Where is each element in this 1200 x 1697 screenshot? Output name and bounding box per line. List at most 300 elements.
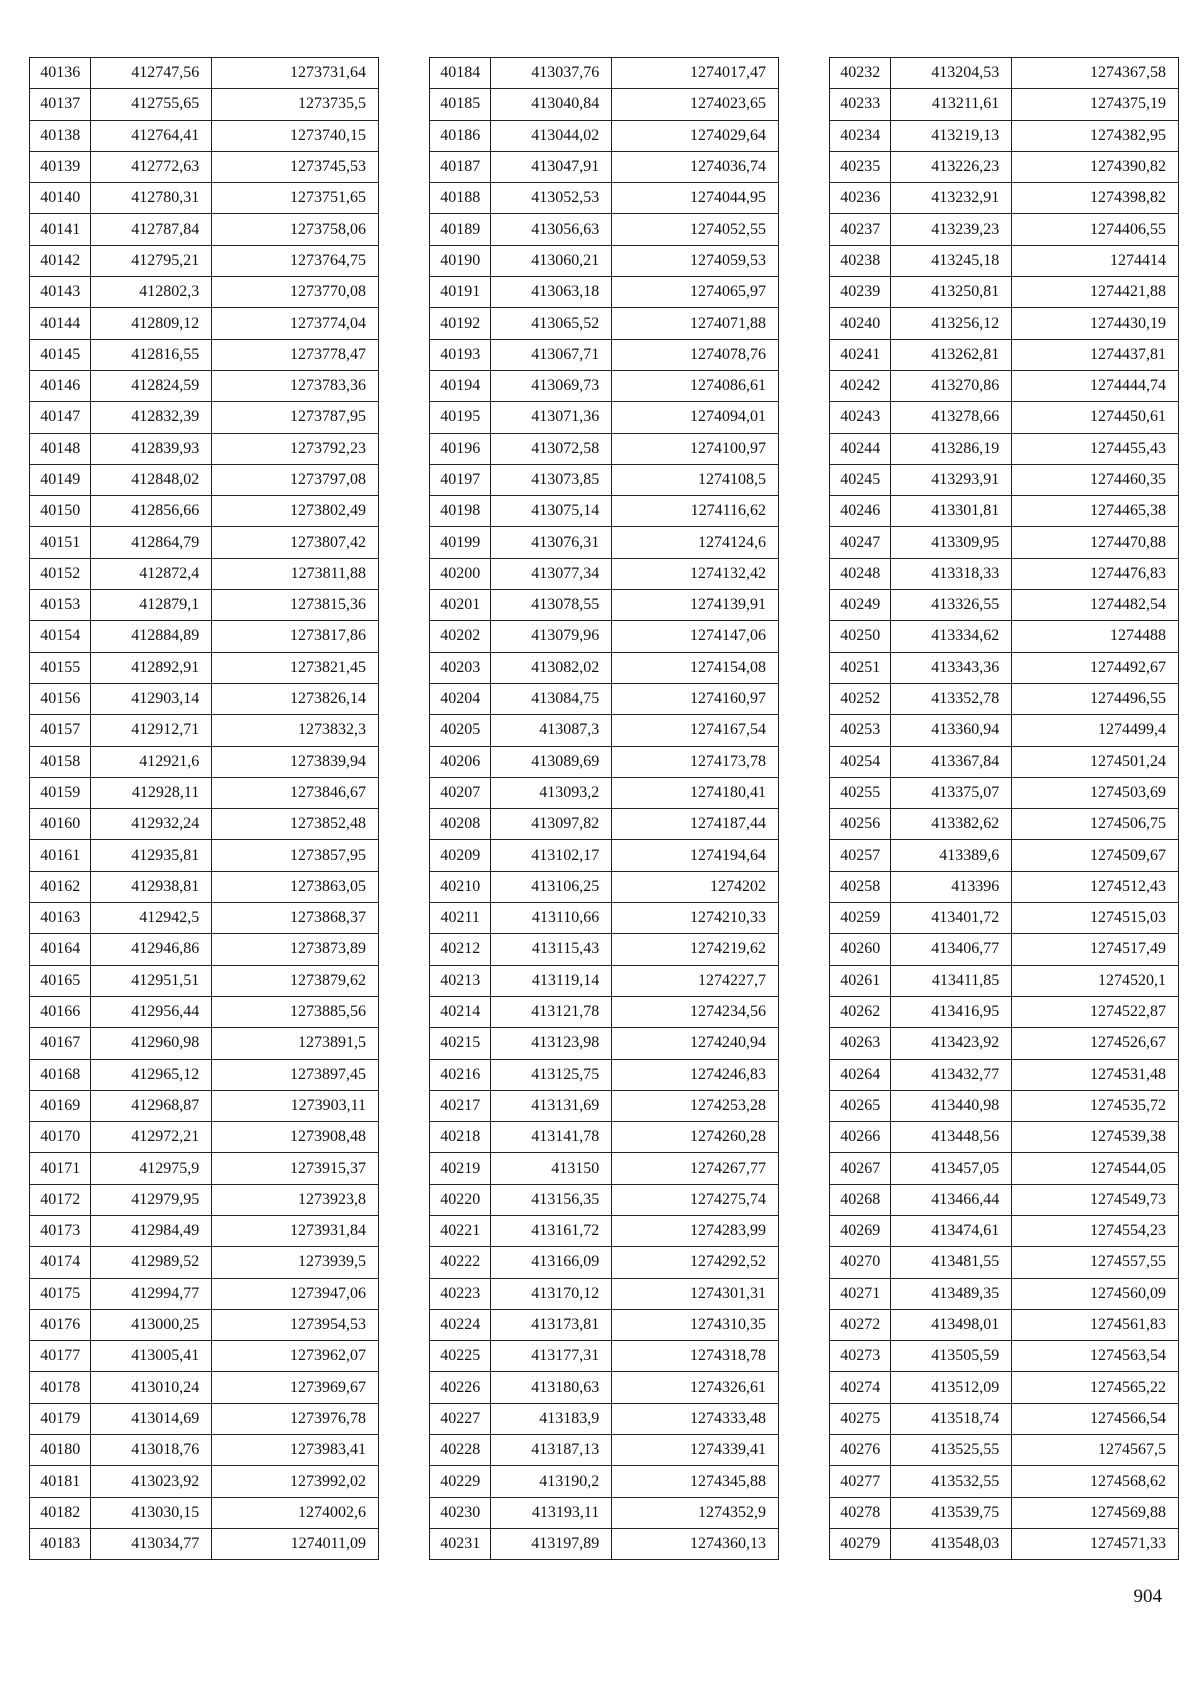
point-id-cell: 40257 bbox=[830, 840, 891, 871]
x-coordinate-cell: 413063,18 bbox=[491, 277, 612, 308]
x-coordinate-cell: 413044,02 bbox=[491, 120, 612, 151]
x-coordinate-cell: 413301,81 bbox=[891, 496, 1012, 527]
x-coordinate-cell: 413037,76 bbox=[491, 58, 612, 89]
table-row bbox=[30, 151, 379, 182]
x-coordinate-cell: 412809,12 bbox=[91, 308, 212, 339]
table-row bbox=[830, 1341, 1179, 1372]
y-coordinate-cell: 1273802,49 bbox=[212, 496, 379, 527]
x-coordinate-cell: 413102,17 bbox=[491, 840, 612, 871]
table-row bbox=[30, 245, 379, 276]
table-row bbox=[30, 621, 379, 652]
point-id-cell: 40223 bbox=[430, 1278, 491, 1309]
table-row bbox=[430, 903, 779, 934]
point-id-cell: 40250 bbox=[830, 621, 891, 652]
y-coordinate-cell: 1274071,88 bbox=[612, 308, 779, 339]
table-row bbox=[430, 965, 779, 996]
point-id-cell: 40151 bbox=[30, 527, 91, 558]
y-coordinate-cell: 1274398,82 bbox=[1012, 183, 1179, 214]
point-id-cell: 40195 bbox=[430, 402, 491, 433]
y-coordinate-cell: 1273868,37 bbox=[212, 903, 379, 934]
x-coordinate-cell: 412848,02 bbox=[91, 464, 212, 495]
x-coordinate-cell: 412832,39 bbox=[91, 402, 212, 433]
point-id-cell: 40259 bbox=[830, 903, 891, 934]
point-id-cell: 40217 bbox=[430, 1090, 491, 1121]
table-row bbox=[430, 1122, 779, 1153]
y-coordinate-cell: 1273787,95 bbox=[212, 402, 379, 433]
x-coordinate-cell: 413318,33 bbox=[891, 558, 1012, 589]
x-coordinate-cell: 413166,09 bbox=[491, 1247, 612, 1278]
x-coordinate-cell: 413440,98 bbox=[891, 1090, 1012, 1121]
x-coordinate-cell: 413150 bbox=[491, 1153, 612, 1184]
y-coordinate-cell: 1274526,67 bbox=[1012, 1028, 1179, 1059]
x-coordinate-cell: 413396 bbox=[891, 871, 1012, 902]
y-coordinate-cell: 1273873,89 bbox=[212, 934, 379, 965]
x-coordinate-cell: 413170,12 bbox=[491, 1278, 612, 1309]
point-id-cell: 40176 bbox=[30, 1309, 91, 1340]
table-row bbox=[30, 1247, 379, 1278]
point-id-cell: 40169 bbox=[30, 1090, 91, 1121]
table-row bbox=[830, 1528, 1179, 1559]
y-coordinate-cell: 1274569,88 bbox=[1012, 1497, 1179, 1528]
point-id-cell: 40219 bbox=[430, 1153, 491, 1184]
table-row bbox=[830, 1403, 1179, 1434]
point-id-cell: 40261 bbox=[830, 965, 891, 996]
point-id-cell: 40271 bbox=[830, 1278, 891, 1309]
y-coordinate-cell: 1273740,15 bbox=[212, 120, 379, 151]
y-coordinate-cell: 1273885,56 bbox=[212, 996, 379, 1027]
table-row bbox=[30, 840, 379, 871]
x-coordinate-cell: 412780,31 bbox=[91, 183, 212, 214]
point-id-cell: 40200 bbox=[430, 558, 491, 589]
table-row bbox=[430, 996, 779, 1027]
x-coordinate-cell: 412942,5 bbox=[91, 903, 212, 934]
point-id-cell: 40218 bbox=[430, 1122, 491, 1153]
y-coordinate-cell: 1273939,5 bbox=[212, 1247, 379, 1278]
x-coordinate-cell: 413173,81 bbox=[491, 1309, 612, 1340]
y-coordinate-cell: 1274460,35 bbox=[1012, 464, 1179, 495]
y-coordinate-cell: 1274501,24 bbox=[1012, 746, 1179, 777]
table-row bbox=[430, 621, 779, 652]
y-coordinate-cell: 1273815,36 bbox=[212, 590, 379, 621]
x-coordinate-cell: 412956,44 bbox=[91, 996, 212, 1027]
x-coordinate-cell: 412965,12 bbox=[91, 1059, 212, 1090]
y-coordinate-cell: 1274522,87 bbox=[1012, 996, 1179, 1027]
y-coordinate-cell: 1274517,49 bbox=[1012, 934, 1179, 965]
x-coordinate-cell: 412989,52 bbox=[91, 1247, 212, 1278]
point-id-cell: 40155 bbox=[30, 652, 91, 683]
x-coordinate-cell: 413270,86 bbox=[891, 370, 1012, 401]
point-id-cell: 40208 bbox=[430, 809, 491, 840]
point-id-cell: 40263 bbox=[830, 1028, 891, 1059]
y-coordinate-cell: 1273891,5 bbox=[212, 1028, 379, 1059]
point-id-cell: 40184 bbox=[430, 58, 491, 89]
point-id-cell: 40262 bbox=[830, 996, 891, 1027]
x-coordinate-cell: 412972,21 bbox=[91, 1122, 212, 1153]
y-coordinate-cell: 1274234,56 bbox=[612, 996, 779, 1027]
point-id-cell: 40193 bbox=[430, 339, 491, 370]
y-coordinate-cell: 1274108,5 bbox=[612, 464, 779, 495]
table-row bbox=[430, 1497, 779, 1528]
point-id-cell: 40158 bbox=[30, 746, 91, 777]
point-id-cell: 40166 bbox=[30, 996, 91, 1027]
x-coordinate-cell: 412984,49 bbox=[91, 1215, 212, 1246]
y-coordinate-cell: 1274430,19 bbox=[1012, 308, 1179, 339]
x-coordinate-cell: 413525,55 bbox=[891, 1435, 1012, 1466]
point-id-cell: 40142 bbox=[30, 245, 91, 276]
point-id-cell: 40140 bbox=[30, 183, 91, 214]
x-coordinate-cell: 413177,31 bbox=[491, 1341, 612, 1372]
point-id-cell: 40144 bbox=[30, 308, 91, 339]
y-coordinate-cell: 1274512,43 bbox=[1012, 871, 1179, 902]
point-id-cell: 40164 bbox=[30, 934, 91, 965]
point-id-cell: 40212 bbox=[430, 934, 491, 965]
x-coordinate-cell: 413034,77 bbox=[91, 1528, 212, 1559]
x-coordinate-cell: 413262,81 bbox=[891, 339, 1012, 370]
point-id-cell: 40179 bbox=[30, 1403, 91, 1434]
y-coordinate-cell: 1274560,09 bbox=[1012, 1278, 1179, 1309]
x-coordinate-cell: 413123,98 bbox=[491, 1028, 612, 1059]
y-coordinate-cell: 1273751,65 bbox=[212, 183, 379, 214]
y-coordinate-cell: 1274173,78 bbox=[612, 746, 779, 777]
x-coordinate-cell: 413071,36 bbox=[491, 402, 612, 433]
x-coordinate-cell: 413052,53 bbox=[491, 183, 612, 214]
x-coordinate-cell: 412946,86 bbox=[91, 934, 212, 965]
table-row bbox=[30, 277, 379, 308]
y-coordinate-cell: 1274568,62 bbox=[1012, 1466, 1179, 1497]
table-row bbox=[830, 1497, 1179, 1528]
page-number: 904 bbox=[1133, 1586, 1162, 1607]
table-row bbox=[430, 934, 779, 965]
x-coordinate-cell: 413401,72 bbox=[891, 903, 1012, 934]
x-coordinate-cell: 413375,07 bbox=[891, 777, 1012, 808]
y-coordinate-cell: 1273792,23 bbox=[212, 433, 379, 464]
y-coordinate-cell: 1274160,97 bbox=[612, 683, 779, 714]
x-coordinate-cell: 412932,24 bbox=[91, 809, 212, 840]
y-coordinate-cell: 1274382,95 bbox=[1012, 120, 1179, 151]
y-coordinate-cell: 1273915,37 bbox=[212, 1153, 379, 1184]
table-row bbox=[830, 496, 1179, 527]
table-row bbox=[430, 277, 779, 308]
table-row bbox=[430, 558, 779, 589]
x-coordinate-cell: 413161,72 bbox=[491, 1215, 612, 1246]
point-id-cell: 40203 bbox=[430, 652, 491, 683]
x-coordinate-cell: 412839,93 bbox=[91, 433, 212, 464]
table-row bbox=[430, 1278, 779, 1309]
y-coordinate-cell: 1274124,6 bbox=[612, 527, 779, 558]
table-row bbox=[830, 871, 1179, 902]
y-coordinate-cell: 1274406,55 bbox=[1012, 214, 1179, 245]
point-id-cell: 40187 bbox=[430, 151, 491, 182]
y-coordinate-cell: 1274326,61 bbox=[612, 1372, 779, 1403]
point-id-cell: 40190 bbox=[430, 245, 491, 276]
x-coordinate-cell: 412755,65 bbox=[91, 89, 212, 120]
point-id-cell: 40215 bbox=[430, 1028, 491, 1059]
x-coordinate-cell: 413115,43 bbox=[491, 934, 612, 965]
table-row bbox=[430, 1341, 779, 1372]
point-id-cell: 40206 bbox=[430, 746, 491, 777]
point-id-cell: 40240 bbox=[830, 308, 891, 339]
x-coordinate-cell: 413232,91 bbox=[891, 183, 1012, 214]
point-id-cell: 40192 bbox=[430, 308, 491, 339]
point-id-cell: 40274 bbox=[830, 1372, 891, 1403]
y-coordinate-cell: 1274260,28 bbox=[612, 1122, 779, 1153]
point-id-cell: 40273 bbox=[830, 1341, 891, 1372]
table-row bbox=[830, 151, 1179, 182]
x-coordinate-cell: 413239,23 bbox=[891, 214, 1012, 245]
x-coordinate-cell: 413245,18 bbox=[891, 245, 1012, 276]
table-row bbox=[830, 746, 1179, 777]
table-row bbox=[430, 1309, 779, 1340]
y-coordinate-cell: 1274539,38 bbox=[1012, 1122, 1179, 1153]
x-coordinate-cell: 413197,89 bbox=[491, 1528, 612, 1559]
y-coordinate-cell: 1274509,67 bbox=[1012, 840, 1179, 871]
y-coordinate-cell: 1274044,95 bbox=[612, 183, 779, 214]
table-row bbox=[830, 402, 1179, 433]
table-row bbox=[830, 1028, 1179, 1059]
x-coordinate-cell: 413187,13 bbox=[491, 1435, 612, 1466]
point-id-cell: 40268 bbox=[830, 1184, 891, 1215]
table-row bbox=[830, 277, 1179, 308]
x-coordinate-cell: 412903,14 bbox=[91, 683, 212, 714]
point-id-cell: 40236 bbox=[830, 183, 891, 214]
table-row bbox=[830, 840, 1179, 871]
table-row bbox=[30, 965, 379, 996]
table-row bbox=[430, 1059, 779, 1090]
x-coordinate-cell: 413343,36 bbox=[891, 652, 1012, 683]
point-id-cell: 40139 bbox=[30, 151, 91, 182]
x-coordinate-cell: 413532,55 bbox=[891, 1466, 1012, 1497]
x-coordinate-cell: 413367,84 bbox=[891, 746, 1012, 777]
table-row bbox=[430, 1372, 779, 1403]
x-coordinate-cell: 413089,69 bbox=[491, 746, 612, 777]
point-id-cell: 40207 bbox=[430, 777, 491, 808]
x-coordinate-cell: 412951,51 bbox=[91, 965, 212, 996]
table-row bbox=[30, 1466, 379, 1497]
x-coordinate-cell: 412938,81 bbox=[91, 871, 212, 902]
table-row bbox=[830, 590, 1179, 621]
x-coordinate-cell: 412772,63 bbox=[91, 151, 212, 182]
y-coordinate-cell: 1274187,44 bbox=[612, 809, 779, 840]
table-row bbox=[30, 590, 379, 621]
point-id-cell: 40235 bbox=[830, 151, 891, 182]
point-id-cell: 40228 bbox=[430, 1435, 491, 1466]
point-id-cell: 40154 bbox=[30, 621, 91, 652]
y-coordinate-cell: 1274450,61 bbox=[1012, 402, 1179, 433]
table-row bbox=[430, 214, 779, 245]
y-coordinate-cell: 1274414 bbox=[1012, 245, 1179, 276]
x-coordinate-cell: 413389,6 bbox=[891, 840, 1012, 871]
y-coordinate-cell: 1274567,5 bbox=[1012, 1435, 1179, 1466]
y-coordinate-cell: 1273969,67 bbox=[212, 1372, 379, 1403]
table-row bbox=[430, 464, 779, 495]
point-id-cell: 40175 bbox=[30, 1278, 91, 1309]
x-coordinate-cell: 412979,95 bbox=[91, 1184, 212, 1215]
table-row bbox=[830, 903, 1179, 934]
y-coordinate-cell: 1274078,76 bbox=[612, 339, 779, 370]
point-id-cell: 40226 bbox=[430, 1372, 491, 1403]
table-row bbox=[830, 433, 1179, 464]
table-row bbox=[430, 1466, 779, 1497]
table-row bbox=[30, 934, 379, 965]
point-id-cell: 40209 bbox=[430, 840, 491, 871]
point-id-cell: 40248 bbox=[830, 558, 891, 589]
table-row bbox=[430, 1153, 779, 1184]
table-row bbox=[430, 89, 779, 120]
y-coordinate-cell: 1273735,5 bbox=[212, 89, 379, 120]
point-id-cell: 40205 bbox=[430, 715, 491, 746]
y-coordinate-cell: 1274339,41 bbox=[612, 1435, 779, 1466]
table-row bbox=[30, 339, 379, 370]
table-row bbox=[30, 1215, 379, 1246]
y-coordinate-cell: 1274455,43 bbox=[1012, 433, 1179, 464]
x-coordinate-cell: 413097,82 bbox=[491, 809, 612, 840]
x-coordinate-cell: 413076,31 bbox=[491, 527, 612, 558]
point-id-cell: 40276 bbox=[830, 1435, 891, 1466]
y-coordinate-cell: 1274052,55 bbox=[612, 214, 779, 245]
y-coordinate-cell: 1274029,64 bbox=[612, 120, 779, 151]
y-coordinate-cell: 1274002,6 bbox=[212, 1497, 379, 1528]
table-row bbox=[430, 777, 779, 808]
table-row bbox=[30, 1184, 379, 1215]
y-coordinate-cell: 1274465,38 bbox=[1012, 496, 1179, 527]
x-coordinate-cell: 412856,66 bbox=[91, 496, 212, 527]
table-row bbox=[30, 1059, 379, 1090]
point-id-cell: 40225 bbox=[430, 1341, 491, 1372]
point-id-cell: 40136 bbox=[30, 58, 91, 89]
y-coordinate-cell: 1274219,62 bbox=[612, 934, 779, 965]
point-id-cell: 40188 bbox=[430, 183, 491, 214]
point-id-cell: 40173 bbox=[30, 1215, 91, 1246]
x-coordinate-cell: 413406,77 bbox=[891, 934, 1012, 965]
x-coordinate-cell: 413360,94 bbox=[891, 715, 1012, 746]
point-id-cell: 40222 bbox=[430, 1247, 491, 1278]
x-coordinate-cell: 413060,21 bbox=[491, 245, 612, 276]
table-row bbox=[30, 683, 379, 714]
point-id-cell: 40233 bbox=[830, 89, 891, 120]
y-coordinate-cell: 1273839,94 bbox=[212, 746, 379, 777]
y-coordinate-cell: 1273832,3 bbox=[212, 715, 379, 746]
x-coordinate-cell: 413018,76 bbox=[91, 1435, 212, 1466]
x-coordinate-cell: 412747,56 bbox=[91, 58, 212, 89]
y-coordinate-cell: 1274167,54 bbox=[612, 715, 779, 746]
y-coordinate-cell: 1274390,82 bbox=[1012, 151, 1179, 182]
x-coordinate-cell: 412864,79 bbox=[91, 527, 212, 558]
table-row bbox=[30, 558, 379, 589]
x-coordinate-cell: 413548,03 bbox=[891, 1528, 1012, 1559]
x-coordinate-cell: 413121,78 bbox=[491, 996, 612, 1027]
y-coordinate-cell: 1273807,42 bbox=[212, 527, 379, 558]
point-id-cell: 40239 bbox=[830, 277, 891, 308]
table-row bbox=[30, 777, 379, 808]
y-coordinate-cell: 1274036,74 bbox=[612, 151, 779, 182]
x-coordinate-cell: 413411,85 bbox=[891, 965, 1012, 996]
x-coordinate-cell: 413334,62 bbox=[891, 621, 1012, 652]
table-row bbox=[430, 1528, 779, 1559]
table-row bbox=[830, 1184, 1179, 1215]
table-row bbox=[830, 1466, 1179, 1497]
x-coordinate-cell: 413084,75 bbox=[491, 683, 612, 714]
point-id-cell: 40171 bbox=[30, 1153, 91, 1184]
table-row bbox=[830, 245, 1179, 276]
x-coordinate-cell: 413067,71 bbox=[491, 339, 612, 370]
y-coordinate-cell: 1274571,33 bbox=[1012, 1528, 1179, 1559]
point-id-cell: 40137 bbox=[30, 89, 91, 120]
y-coordinate-cell: 1274202 bbox=[612, 871, 779, 902]
point-id-cell: 40210 bbox=[430, 871, 491, 902]
x-coordinate-cell: 413286,19 bbox=[891, 433, 1012, 464]
y-coordinate-cell: 1274116,62 bbox=[612, 496, 779, 527]
table-row bbox=[30, 809, 379, 840]
point-id-cell: 40224 bbox=[430, 1309, 491, 1340]
x-coordinate-cell: 413030,15 bbox=[91, 1497, 212, 1528]
y-coordinate-cell: 1274496,55 bbox=[1012, 683, 1179, 714]
x-coordinate-cell: 413110,66 bbox=[491, 903, 612, 934]
point-id-cell: 40214 bbox=[430, 996, 491, 1027]
x-coordinate-cell: 412921,6 bbox=[91, 746, 212, 777]
table-row bbox=[830, 183, 1179, 214]
table-row bbox=[30, 1309, 379, 1340]
table-row bbox=[30, 871, 379, 902]
y-coordinate-cell: 1273731,64 bbox=[212, 58, 379, 89]
x-coordinate-cell: 413082,02 bbox=[491, 652, 612, 683]
y-coordinate-cell: 1273783,36 bbox=[212, 370, 379, 401]
y-coordinate-cell: 1274444,74 bbox=[1012, 370, 1179, 401]
table-row bbox=[30, 402, 379, 433]
y-coordinate-cell: 1274275,74 bbox=[612, 1184, 779, 1215]
point-id-cell: 40189 bbox=[430, 214, 491, 245]
x-coordinate-cell: 412879,1 bbox=[91, 590, 212, 621]
x-coordinate-cell: 412892,91 bbox=[91, 652, 212, 683]
table-row bbox=[30, 652, 379, 683]
point-id-cell: 40265 bbox=[830, 1090, 891, 1121]
point-id-cell: 40230 bbox=[430, 1497, 491, 1528]
point-id-cell: 40242 bbox=[830, 370, 891, 401]
x-coordinate-cell: 413093,2 bbox=[491, 777, 612, 808]
x-coordinate-cell: 413079,96 bbox=[491, 621, 612, 652]
table-row bbox=[30, 464, 379, 495]
point-id-cell: 40270 bbox=[830, 1247, 891, 1278]
table-row bbox=[30, 370, 379, 401]
x-coordinate-cell: 413457,05 bbox=[891, 1153, 1012, 1184]
table-row bbox=[830, 89, 1179, 120]
y-coordinate-cell: 1274086,61 bbox=[612, 370, 779, 401]
point-id-cell: 40141 bbox=[30, 214, 91, 245]
x-coordinate-cell: 412795,21 bbox=[91, 245, 212, 276]
y-coordinate-cell: 1274253,28 bbox=[612, 1090, 779, 1121]
table-row bbox=[30, 120, 379, 151]
x-coordinate-cell: 412928,11 bbox=[91, 777, 212, 808]
point-id-cell: 40202 bbox=[430, 621, 491, 652]
y-coordinate-cell: 1273857,95 bbox=[212, 840, 379, 871]
point-id-cell: 40227 bbox=[430, 1403, 491, 1434]
x-coordinate-cell: 413077,34 bbox=[491, 558, 612, 589]
x-coordinate-cell: 412994,77 bbox=[91, 1278, 212, 1309]
point-id-cell: 40152 bbox=[30, 558, 91, 589]
y-coordinate-cell: 1273954,53 bbox=[212, 1309, 379, 1340]
table-row bbox=[430, 402, 779, 433]
point-id-cell: 40254 bbox=[830, 746, 891, 777]
point-id-cell: 40213 bbox=[430, 965, 491, 996]
point-id-cell: 40149 bbox=[30, 464, 91, 495]
x-coordinate-cell: 412968,87 bbox=[91, 1090, 212, 1121]
y-coordinate-cell: 1273821,45 bbox=[212, 652, 379, 683]
y-coordinate-cell: 1274292,52 bbox=[612, 1247, 779, 1278]
point-id-cell: 40244 bbox=[830, 433, 891, 464]
y-coordinate-cell: 1274476,83 bbox=[1012, 558, 1179, 589]
table-row bbox=[830, 1309, 1179, 1340]
y-coordinate-cell: 1273879,62 bbox=[212, 965, 379, 996]
table-row bbox=[830, 339, 1179, 370]
